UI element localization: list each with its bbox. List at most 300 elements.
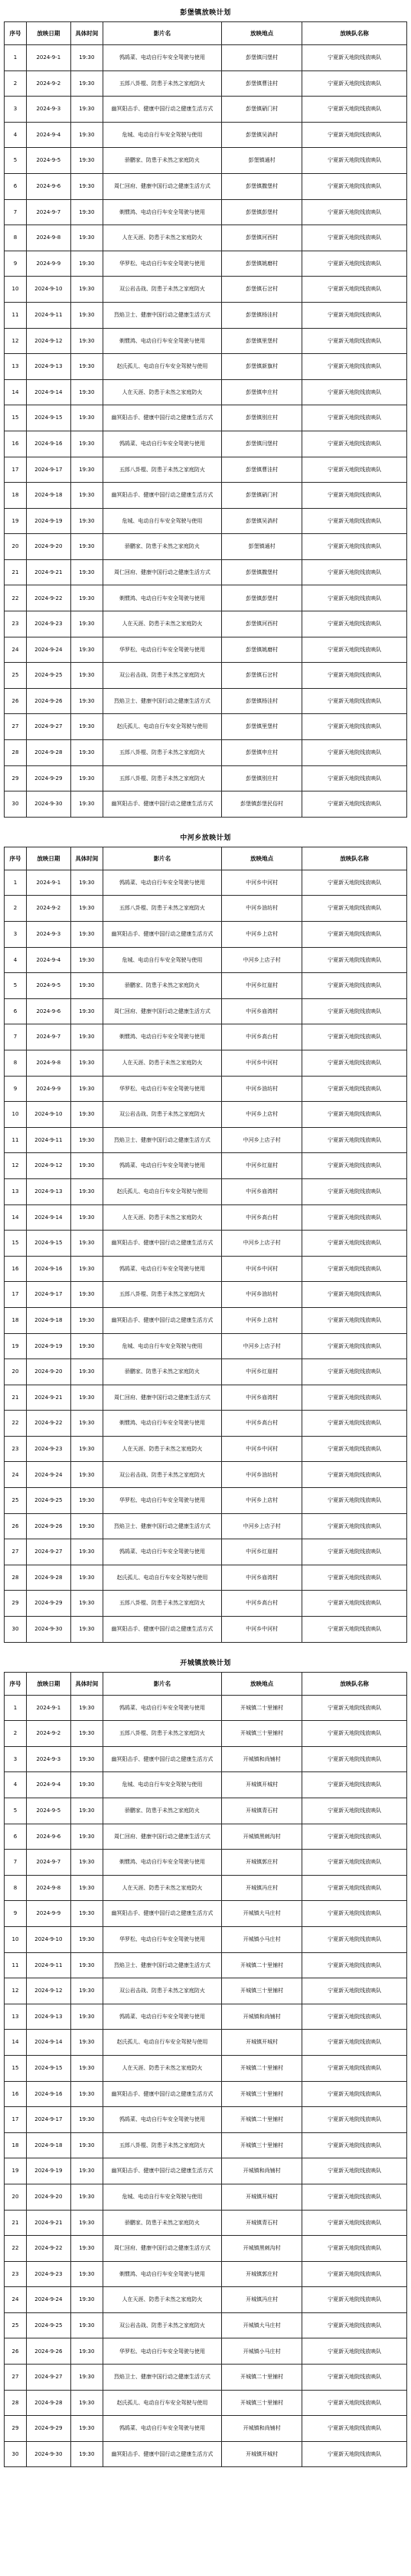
time-cell: 19:30: [70, 2261, 103, 2287]
date-cell: 2024-9-16: [26, 2081, 70, 2107]
seq-cell: 14: [5, 2030, 27, 2056]
team-cell: 宁夏新天地院线放映队: [302, 1926, 407, 1952]
time-cell: 19:30: [70, 1256, 103, 1282]
film-cell: 周仁回府、健康中国行动之健康生活方式: [103, 559, 221, 585]
film-cell: 剃惯鸿、电动自行车安全驾驶与使用: [103, 328, 221, 354]
seq-cell: 5: [5, 1798, 27, 1824]
table-row: [5, 2030, 407, 2056]
time-cell: 19:30: [70, 2081, 103, 2107]
seq-cell: 27: [5, 1539, 27, 1565]
time-cell: 19:30: [70, 947, 103, 973]
date-cell: 2024-9-26: [26, 1513, 70, 1539]
film-cell: 幽冥阳击手、健康中国行动之健康生活方式: [103, 791, 221, 818]
place-cell: 中河乡红崖村: [222, 1153, 302, 1179]
seq-cell: 2: [5, 70, 27, 97]
team-cell: 宁夏新天地院线放映队: [302, 2030, 407, 2056]
seq-cell: 1: [5, 45, 27, 71]
time-cell: 19:30: [70, 97, 103, 123]
time-cell: 19:30: [70, 483, 103, 509]
team-cell: 宁夏新天地院线放映队: [302, 173, 407, 199]
date-cell: 2024-9-4: [26, 122, 70, 148]
place-cell: 中河乡高台村: [222, 1411, 302, 1437]
film-cell: 人在天涯、防患于未然之家庭防火: [103, 2055, 221, 2081]
film-cell: 双公岩击战、防患于未然之家庭防火: [103, 1102, 221, 1128]
team-cell: 宁夏新天地院线放映队: [302, 2287, 407, 2313]
place-cell: 中河乡高台村: [222, 1591, 302, 1617]
column-header-team: 放映队名称: [302, 1672, 407, 1695]
time-cell: 19:30: [70, 1204, 103, 1231]
table-row: [5, 1256, 407, 1282]
table-row: [5, 1850, 407, 1876]
table-row: [5, 1307, 407, 1333]
team-cell: 宁夏新天地院线放映队: [302, 1178, 407, 1204]
seq-cell: 3: [5, 97, 27, 123]
place-cell: 中河乡上店村: [222, 1307, 302, 1333]
date-cell: 2024-9-3: [26, 922, 70, 948]
date-cell: 2024-9-14: [26, 1204, 70, 1231]
seq-cell: 23: [5, 611, 27, 637]
date-cell: 2024-9-7: [26, 1850, 70, 1876]
date-cell: 2024-9-9: [26, 1076, 70, 1102]
team-cell: 宁夏新天地院线放映队: [302, 611, 407, 637]
team-cell: 宁夏新天地院线放映队: [302, 896, 407, 922]
team-cell: 宁夏新天地院线放映队: [302, 1952, 407, 1978]
place-cell: 中河乡上店子村: [222, 947, 302, 973]
film-cell: 五郎八卦棍、防患于未然之家庭防火: [103, 1721, 221, 1747]
place-cell: 彭堡镇通村: [222, 148, 302, 174]
seq-cell: 28: [5, 1565, 27, 1591]
team-cell: 宁夏新天地院线放映队: [302, 1102, 407, 1128]
team-cell: 宁夏新天地院线放映队: [302, 1024, 407, 1050]
place-cell: 彭堡镇杨洼村: [222, 302, 302, 328]
date-cell: 2024-9-7: [26, 199, 70, 225]
time-cell: 19:30: [70, 1746, 103, 1772]
column-header-date: 放映日期: [26, 1672, 70, 1695]
seq-cell: 1: [5, 870, 27, 896]
date-cell: 2024-9-23: [26, 1436, 70, 1462]
team-cell: 宁夏新天地院线放映队: [302, 973, 407, 999]
date-cell: 2024-9-25: [26, 2312, 70, 2338]
column-header-seq: 序号: [5, 1672, 27, 1695]
seq-cell: 12: [5, 1978, 27, 2004]
seq-cell: 25: [5, 1488, 27, 1514]
date-cell: 2024-9-27: [26, 2365, 70, 2391]
table-row: [5, 1050, 407, 1076]
date-cell: 2024-9-5: [26, 148, 70, 174]
team-cell: 宁夏新天地院线放映队: [302, 688, 407, 714]
seq-cell: 24: [5, 637, 27, 663]
time-cell: 19:30: [70, 1076, 103, 1102]
seq-cell: 24: [5, 1462, 27, 1488]
team-cell: 宁夏新天地院线放映队: [302, 2132, 407, 2158]
date-cell: 2024-9-20: [26, 534, 70, 560]
table-row: [5, 1411, 407, 1437]
place-cell: 开城镇三十里铺村: [222, 2390, 302, 2416]
column-header-time: 具体时间: [70, 1672, 103, 1695]
time-cell: 19:30: [70, 1591, 103, 1617]
place-cell: 彭堡镇姚磨村: [222, 637, 302, 663]
team-cell: 宁夏新天地院线放映队: [302, 1746, 407, 1772]
time-cell: 19:30: [70, 2004, 103, 2030]
team-cell: 宁夏新天地院线放映队: [302, 1824, 407, 1850]
place-cell: 中河乡油坊村: [222, 1076, 302, 1102]
seq-cell: 13: [5, 2004, 27, 2030]
section-title: 中河乡放映计划: [180, 834, 231, 842]
table-row: [5, 1024, 407, 1050]
table-row: [5, 2287, 407, 2313]
date-cell: 2024-9-13: [26, 2004, 70, 2030]
team-cell: 宁夏新天地院线放映队: [302, 2184, 407, 2210]
film-cell: 骄鹏家、防患于未然之家庭防火: [103, 148, 221, 174]
seq-cell: 26: [5, 2338, 27, 2365]
team-cell: 宁夏新天地院线放映队: [302, 2158, 407, 2184]
date-cell: 2024-9-18: [26, 2132, 70, 2158]
seq-cell: 10: [5, 1926, 27, 1952]
date-cell: 2024-9-20: [26, 2184, 70, 2210]
film-cell: 烈焰卫士、健康中国行动之健康生活方式: [103, 1513, 221, 1539]
place-cell: 彭堡镇别庄村: [222, 765, 302, 791]
place-cell: 彭堡镇杨洼村: [222, 688, 302, 714]
schedule-section: [4, 5, 407, 818]
time-cell: 19:30: [70, 1436, 103, 1462]
film-cell: 鹁鸪菜、电动自行车安全驾驶与使用: [103, 2107, 221, 2133]
seq-cell: 19: [5, 2158, 27, 2184]
team-cell: 宁夏新天地院线放映队: [302, 791, 407, 818]
date-cell: 2024-9-4: [26, 1772, 70, 1798]
place-cell: 开城镇青石村: [222, 2210, 302, 2236]
seq-cell: 18: [5, 1307, 27, 1333]
team-cell: 宁夏新天地院线放映队: [302, 1591, 407, 1617]
team-cell: 宁夏新天地院线放映队: [302, 559, 407, 585]
date-cell: 2024-9-11: [26, 1127, 70, 1153]
date-cell: 2024-9-12: [26, 1153, 70, 1179]
date-cell: 2024-9-16: [26, 431, 70, 457]
time-cell: 19:30: [70, 1513, 103, 1539]
seq-cell: 20: [5, 1359, 27, 1385]
film-cell: 鹁鸪菜、电动自行车安全驾驶与使用: [103, 1539, 221, 1565]
table-row: [5, 457, 407, 483]
date-cell: 2024-9-18: [26, 1307, 70, 1333]
date-cell: 2024-9-30: [26, 1617, 70, 1643]
date-cell: 2024-9-22: [26, 2236, 70, 2262]
team-cell: 宁夏新天地院线放映队: [302, 2210, 407, 2236]
film-cell: 幽冥阳击手、健康中国行动之健康生活方式: [103, 1901, 221, 1927]
time-cell: 19:30: [70, 1102, 103, 1128]
table-row: [5, 1462, 407, 1488]
table-row: [5, 173, 407, 199]
place-cell: 开城镇和尚铺村: [222, 2004, 302, 2030]
seq-cell: 20: [5, 534, 27, 560]
table-row: [5, 148, 407, 174]
seq-cell: 11: [5, 1127, 27, 1153]
team-cell: 宁夏新天地院线放映队: [302, 2107, 407, 2133]
time-cell: 19:30: [70, 2390, 103, 2416]
film-cell: 剃惯鸿、电动自行车安全驾驶与使用: [103, 199, 221, 225]
seq-cell: 17: [5, 457, 27, 483]
date-cell: 2024-9-8: [26, 225, 70, 251]
seq-cell: 3: [5, 922, 27, 948]
team-cell: 宁夏新天地院线放映队: [302, 1462, 407, 1488]
time-cell: 19:30: [70, 2210, 103, 2236]
date-cell: 2024-9-28: [26, 1565, 70, 1591]
date-cell: 2024-9-11: [26, 302, 70, 328]
time-cell: 19:30: [70, 688, 103, 714]
team-cell: 宁夏新天地院线放映队: [302, 1565, 407, 1591]
film-cell: 幽冥阳击手、健康中国行动之健康生活方式: [103, 2081, 221, 2107]
team-cell: 宁夏新天地院线放映队: [302, 457, 407, 483]
table-row: [5, 947, 407, 973]
table-row: [5, 1772, 407, 1798]
time-cell: 19:30: [70, 2236, 103, 2262]
team-cell: 宁夏新天地院线放映队: [302, 1359, 407, 1385]
time-cell: 19:30: [70, 2055, 103, 2081]
date-cell: 2024-9-13: [26, 354, 70, 380]
team-cell: 宁夏新天地院线放映队: [302, 2261, 407, 2287]
team-cell: 宁夏新天地院线放映队: [302, 1695, 407, 1721]
table-row: [5, 1978, 407, 2004]
team-cell: 宁夏新天地院线放映队: [302, 2365, 407, 2391]
place-cell: 彭堡镇闫堡村: [222, 45, 302, 71]
place-cell: 彭堡镇闫堡村: [222, 431, 302, 457]
team-cell: 宁夏新天地院线放映队: [302, 225, 407, 251]
date-cell: 2024-9-15: [26, 2055, 70, 2081]
film-cell: 华罗松、电动自行车安全驾驶与使用: [103, 1076, 221, 1102]
seq-cell: 26: [5, 688, 27, 714]
place-cell: 开城镇开城村: [222, 2184, 302, 2210]
film-cell: 鹁鸪菜、电动自行车安全驾驶与使用: [103, 2416, 221, 2442]
time-cell: 19:30: [70, 45, 103, 71]
seq-cell: 2: [5, 1721, 27, 1747]
date-cell: 2024-9-17: [26, 2107, 70, 2133]
seq-cell: 4: [5, 122, 27, 148]
table-row: [5, 1875, 407, 1901]
date-cell: 2024-9-17: [26, 457, 70, 483]
time-cell: 19:30: [70, 559, 103, 585]
table-row: [5, 765, 407, 791]
place-cell: 中河乡油坊村: [222, 1282, 302, 1308]
place-cell: 中河乡上店村: [222, 922, 302, 948]
seq-cell: 8: [5, 1050, 27, 1076]
date-cell: 2024-9-15: [26, 1231, 70, 1257]
film-cell: 烈焰卫士、健康中国行动之健康生活方式: [103, 1127, 221, 1153]
place-cell: 中河乡中河村: [222, 1256, 302, 1282]
section-gap: [0, 1643, 411, 1655]
team-cell: 宁夏新天地院线放映队: [302, 1385, 407, 1411]
place-cell: 中河乡中河村: [222, 1436, 302, 1462]
date-cell: 2024-9-21: [26, 559, 70, 585]
seq-cell: 21: [5, 2210, 27, 2236]
table-row: [5, 1695, 407, 1721]
time-cell: 19:30: [70, 791, 103, 818]
film-cell: 鹁鸪菜、电动自行车安全驾驶与使用: [103, 2004, 221, 2030]
sections-container: [0, 5, 411, 2467]
team-cell: 宁夏新天地院线放映队: [302, 1231, 407, 1257]
table-row: [5, 1333, 407, 1359]
time-cell: 19:30: [70, 1875, 103, 1901]
team-cell: 宁夏新天地院线放映队: [302, 97, 407, 123]
film-cell: 危城、电动自行车安全驾驶与使用: [103, 947, 221, 973]
place-cell: 开城镇冯庄村: [222, 1875, 302, 1901]
table-row: [5, 2158, 407, 2184]
seq-cell: 22: [5, 585, 27, 611]
film-cell: 幽冥阳击手、健康中国行动之健康生活方式: [103, 405, 221, 431]
table-row: [5, 1102, 407, 1128]
film-cell: 五郎八卦棍、防患于未然之家庭防火: [103, 896, 221, 922]
time-cell: 19:30: [70, 637, 103, 663]
place-cell: 开城镇黑刺沟村: [222, 2236, 302, 2262]
place-cell: 彭堡镇河西村: [222, 611, 302, 637]
date-cell: 2024-9-21: [26, 2210, 70, 2236]
film-cell: 五郎八卦棍、防患于未然之家庭防火: [103, 740, 221, 766]
time-cell: 19:30: [70, 765, 103, 791]
date-cell: 2024-9-25: [26, 663, 70, 689]
date-cell: 2024-9-12: [26, 1978, 70, 2004]
place-cell: 彭堡镇新旗村: [222, 354, 302, 380]
table-row: [5, 2416, 407, 2442]
table-row: [5, 2081, 407, 2107]
table-row: [5, 1926, 407, 1952]
film-cell: 双公岩击战、防患于未然之家庭防火: [103, 1978, 221, 2004]
time-cell: 19:30: [70, 2107, 103, 2133]
place-cell: 开城镇二十里铺村: [222, 2107, 302, 2133]
time-cell: 19:30: [70, 1024, 103, 1050]
date-cell: 2024-9-6: [26, 998, 70, 1024]
date-cell: 2024-9-1: [26, 1695, 70, 1721]
table-row: [5, 1178, 407, 1204]
section-title: 开城镇放映计划: [180, 1659, 231, 1667]
place-cell: 彭堡镇通村: [222, 534, 302, 560]
date-cell: 2024-9-9: [26, 251, 70, 277]
table-row: [5, 998, 407, 1024]
team-cell: 宁夏新天地院线放映队: [302, 998, 407, 1024]
date-cell: 2024-9-8: [26, 1050, 70, 1076]
team-cell: 宁夏新天地院线放映队: [302, 2441, 407, 2467]
team-cell: 宁夏新天地院线放映队: [302, 714, 407, 740]
team-cell: 宁夏新天地院线放映队: [302, 1256, 407, 1282]
film-cell: 鹁鸪菜、电动自行车安全驾驶与使用: [103, 45, 221, 71]
time-cell: 19:30: [70, 1721, 103, 1747]
table-row: [5, 2004, 407, 2030]
place-cell: 中河乡中河村: [222, 1050, 302, 1076]
film-cell: 华罗松、电动自行车安全驾驶与使用: [103, 1926, 221, 1952]
seq-cell: 6: [5, 998, 27, 1024]
seq-cell: 2: [5, 896, 27, 922]
table-row: [5, 1231, 407, 1257]
date-cell: 2024-9-22: [26, 585, 70, 611]
table-row: [5, 1513, 407, 1539]
time-cell: 19:30: [70, 2441, 103, 2467]
date-cell: 2024-9-14: [26, 2030, 70, 2056]
seq-cell: 17: [5, 2107, 27, 2133]
time-cell: 19:30: [70, 2312, 103, 2338]
place-cell: 中河乡油坊村: [222, 1462, 302, 1488]
film-cell: 华罗松、电动自行车安全驾驶与使用: [103, 251, 221, 277]
film-cell: 鹁鸪菜、电动自行车安全驾驶与使用: [103, 431, 221, 457]
table-row: [5, 896, 407, 922]
seq-cell: 12: [5, 328, 27, 354]
date-cell: 2024-9-2: [26, 70, 70, 97]
place-cell: 开城镇和尚铺村: [222, 1746, 302, 1772]
time-cell: 19:30: [70, 1127, 103, 1153]
team-cell: 宁夏新天地院线放映队: [302, 1721, 407, 1747]
time-cell: 19:30: [70, 1978, 103, 2004]
seq-cell: 29: [5, 765, 27, 791]
table-row: [5, 714, 407, 740]
seq-cell: 25: [5, 663, 27, 689]
time-cell: 19:30: [70, 328, 103, 354]
film-cell: 骄鹏家、防患于未然之家庭防火: [103, 1798, 221, 1824]
team-cell: 宁夏新天地院线放映队: [302, 2081, 407, 2107]
time-cell: 19:30: [70, 508, 103, 534]
date-cell: 2024-9-10: [26, 1926, 70, 1952]
film-cell: 双公岩击战、防患于未然之家庭防火: [103, 1462, 221, 1488]
header-row: [5, 1672, 407, 1695]
table-row: [5, 1824, 407, 1850]
header-row: [5, 22, 407, 45]
place-cell: 开城镇和尚铺村: [222, 2158, 302, 2184]
table-row: [5, 354, 407, 380]
seq-cell: 15: [5, 405, 27, 431]
time-cell: 19:30: [70, 70, 103, 97]
place-cell: 开城镇三十里铺村: [222, 1721, 302, 1747]
team-cell: 宁夏新天地院线放映队: [302, 1539, 407, 1565]
time-cell: 19:30: [70, 457, 103, 483]
team-cell: 宁夏新天地院线放映队: [302, 585, 407, 611]
table-row: [5, 1617, 407, 1643]
column-header-film: 影片名: [103, 847, 221, 870]
team-cell: 宁夏新天地院线放映队: [302, 1076, 407, 1102]
date-cell: 2024-9-30: [26, 791, 70, 818]
team-cell: 宁夏新天地院线放映队: [302, 1850, 407, 1876]
film-cell: 烈焰卫士、健康中国行动之健康生活方式: [103, 2365, 221, 2391]
time-cell: 19:30: [70, 2184, 103, 2210]
date-cell: 2024-9-1: [26, 45, 70, 71]
date-cell: 2024-9-19: [26, 2158, 70, 2184]
table-row: [5, 1798, 407, 1824]
date-cell: 2024-9-30: [26, 2441, 70, 2467]
seq-cell: 28: [5, 2390, 27, 2416]
seq-cell: 23: [5, 2261, 27, 2287]
date-cell: 2024-9-18: [26, 483, 70, 509]
film-cell: 鹁鸪菜、电动自行车安全驾驶与使用: [103, 1153, 221, 1179]
table-row: [5, 2261, 407, 2287]
table-row: [5, 637, 407, 663]
film-cell: 赵氏孤儿、电动自行车安全驾驶与使用: [103, 2030, 221, 2056]
team-cell: 宁夏新天地院线放映队: [302, 2390, 407, 2416]
date-cell: 2024-9-15: [26, 405, 70, 431]
table-row: [5, 1488, 407, 1514]
film-cell: 烈焰卫士、健康中国行动之健康生活方式: [103, 688, 221, 714]
table-row: [5, 70, 407, 97]
place-cell: 中河乡庙湾村: [222, 1385, 302, 1411]
place-cell: 开城镇大马庄村: [222, 1901, 302, 1927]
time-cell: 19:30: [70, 714, 103, 740]
film-cell: 五郎八卦棍、防患于未然之家庭防火: [103, 457, 221, 483]
place-cell: 彭堡镇石岔村: [222, 663, 302, 689]
seq-cell: 3: [5, 1746, 27, 1772]
seq-cell: 6: [5, 173, 27, 199]
place-cell: 开城镇小马庄村: [222, 1926, 302, 1952]
date-cell: 2024-9-2: [26, 1721, 70, 1747]
place-cell: 彭堡镇吴淌村: [222, 122, 302, 148]
seq-cell: 21: [5, 559, 27, 585]
table-row: [5, 611, 407, 637]
seq-cell: 4: [5, 947, 27, 973]
film-cell: 华罗松、电动自行车安全驾驶与使用: [103, 637, 221, 663]
place-cell: 彭堡镇曹洼村: [222, 70, 302, 97]
date-cell: 2024-9-13: [26, 1178, 70, 1204]
place-cell: 开城镇三十里铺村: [222, 2081, 302, 2107]
